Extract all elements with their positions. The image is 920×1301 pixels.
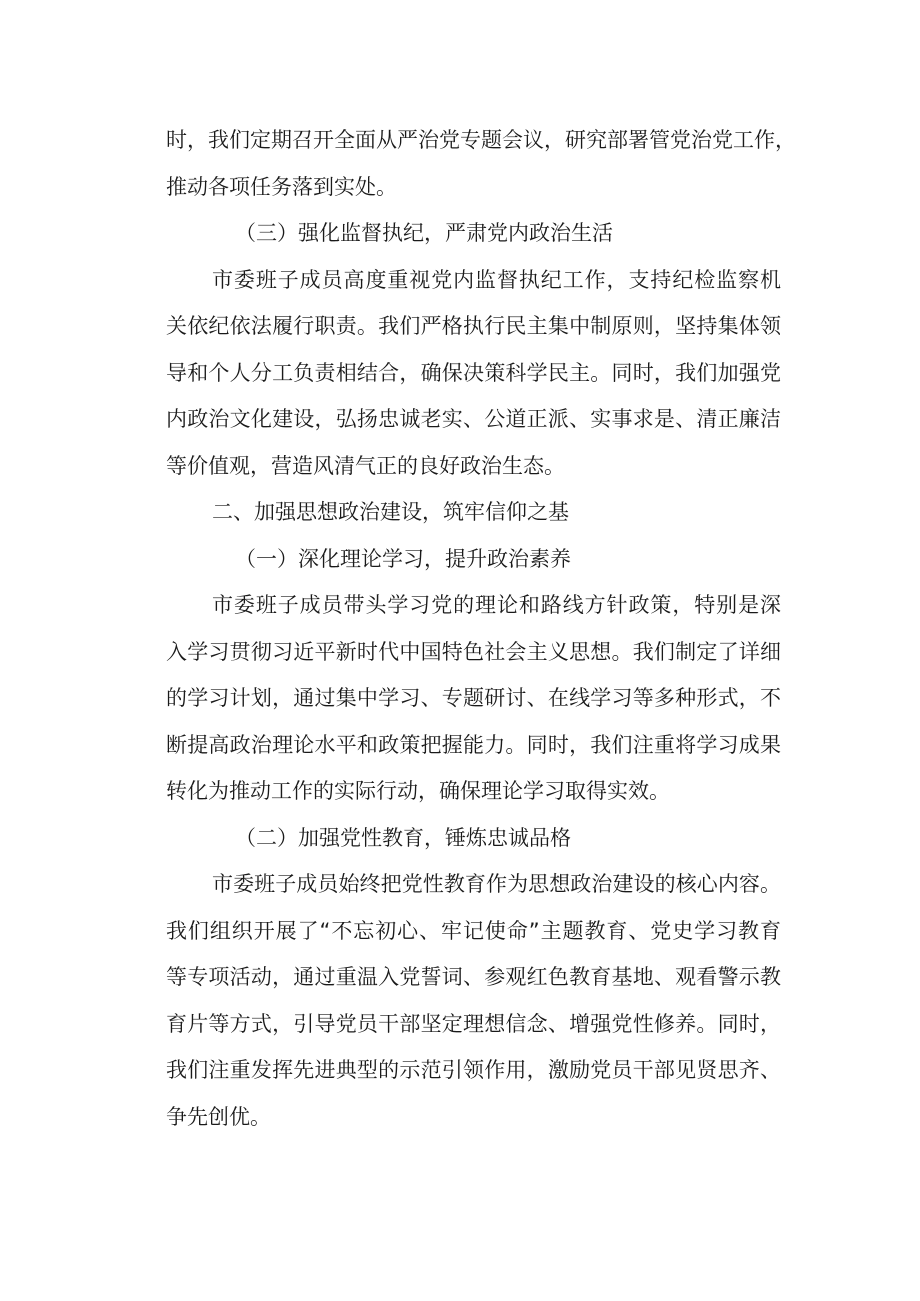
paragraph-line: 市委班子成员始终把党性教育作为思想政治建设的核心内容。 xyxy=(212,872,781,896)
section-heading: 二、加强思想政治建设，筑牢信仰之基 xyxy=(212,500,569,524)
paragraph-line: 内政治文化建设，弘扬忠诚老实、公道正派、实事求是、清正廉洁 xyxy=(166,407,781,431)
paragraph-line: 时，我们定期召开全面从严治党专题会议，研究部署管党治党工作， xyxy=(166,128,796,152)
subheading: （二）加强党性教育，锤炼忠诚品格 xyxy=(235,825,571,850)
paragraph-line: 等价值观，营造风清气正的良好政治生态。 xyxy=(166,453,565,478)
subheading: （三）强化监督执纪，严肃党内政治生活 xyxy=(235,221,613,245)
paragraph-line: 的学习计划，通过集中学习、专题研讨、在线学习等多种形式，不 xyxy=(166,686,781,710)
subheading: （一）深化理论学习，提升政治素养 xyxy=(235,546,571,571)
paragraph-line: 市委班子成员带头学习党的理论和路线方针政策，特别是深 xyxy=(212,593,781,617)
paragraph-line: 市委班子成员高度重视党内监督执纪工作，支持纪检监察机 xyxy=(212,267,781,292)
paragraph-line: 争先创优。 xyxy=(166,1104,271,1129)
paragraph-line: 我们注重发挥先进典型的示范引领作用，激励党员干部见贤思齐、 xyxy=(166,1058,781,1082)
paragraph-line: 等专项活动，通过重温入党誓词、参观红色教育基地、观看警示教 xyxy=(166,965,781,989)
document-body xyxy=(166,117,796,1140)
paragraph-line: 导和个人分工负责相结合，确保决策科学民主。同时，我们加强党 xyxy=(166,360,781,385)
paragraph-line: 育片等方式，引导党员干部坚定理想信念、增强党性修养。同时， xyxy=(166,1011,781,1036)
paragraph-line: 关依纪依法履行职责。我们严格执行民主集中制原则，坚持集体领 xyxy=(166,314,781,338)
paragraph-line: 断提高政治理论水平和政策把握能力。同时，我们注重将学习成果 xyxy=(166,732,781,757)
paragraph-line: 转化为推动工作的实际行动，确保理论学习取得实效。 xyxy=(166,779,670,803)
paragraph-line: 推动各项任务落到实处。 xyxy=(166,174,397,199)
paragraph-line: 我们组织开展了“不忘初心、牢记使命”主题教育、党史学习教育 xyxy=(166,918,781,943)
paragraph-line: 入学习贯彻习近平新时代中国特色社会主义思想。我们制定了详细 xyxy=(166,639,781,664)
